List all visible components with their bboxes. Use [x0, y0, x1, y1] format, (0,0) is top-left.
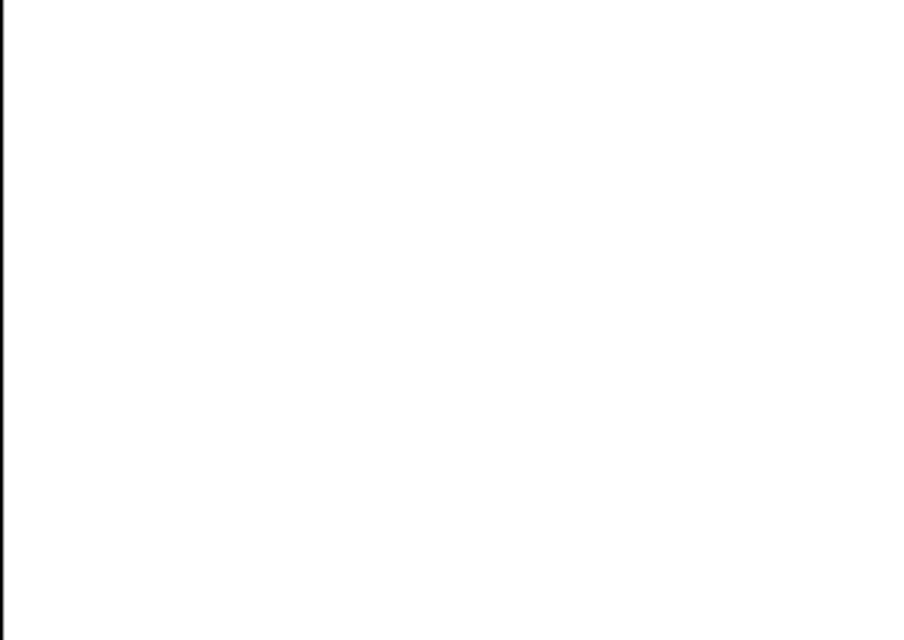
scan-edge	[0, 0, 5, 640]
